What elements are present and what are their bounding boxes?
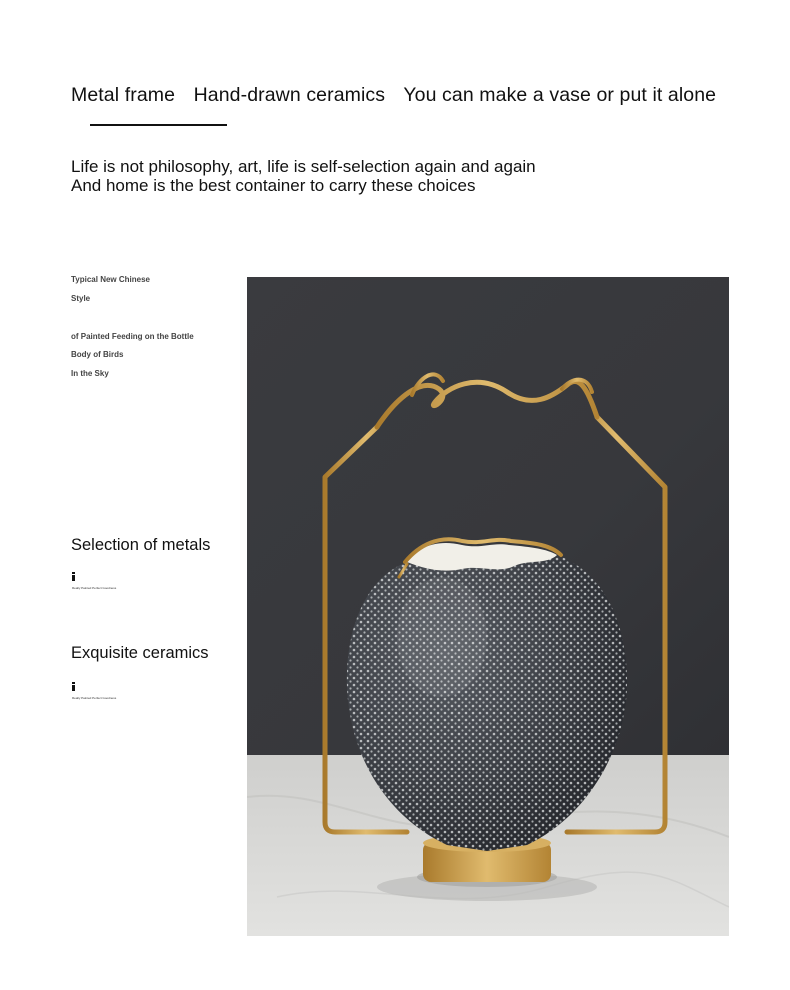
headline-underline bbox=[90, 124, 227, 126]
info-mark-icon bbox=[72, 572, 75, 581]
intro-line-1: Life is not philosophy, art, life is self-selection again and again bbox=[71, 157, 536, 176]
headline-item-metal-frame: Metal frame bbox=[71, 84, 176, 106]
info-mark-icon bbox=[72, 682, 75, 691]
side-line-1: Typical New Chinese bbox=[71, 275, 150, 284]
headline bbox=[71, 84, 729, 107]
side-line-4: Body of Birds bbox=[71, 350, 124, 359]
intro-line-2: And home is the best container to carry these choices bbox=[71, 175, 476, 195]
headline-item-hand-drawn: Hand-drawn ceramics bbox=[193, 84, 386, 106]
headline-item-vase: You can make a vase or put it alone bbox=[403, 84, 717, 106]
feature-note-ceramics: Really Painted Perfect Goodness bbox=[72, 696, 117, 700]
side-line-3: of Painted Feeding on the Bottle bbox=[71, 332, 194, 341]
feature-note-metals: Really Painted Perfect Goodness bbox=[72, 586, 117, 590]
intro-text bbox=[71, 158, 536, 195]
vase-with-gold-frame-illustration bbox=[247, 277, 729, 936]
feature-title-ceramics: Exquisite ceramics bbox=[71, 644, 209, 662]
side-line-5: In the Sky bbox=[71, 369, 109, 378]
side-line-2: Style bbox=[71, 294, 91, 303]
product-photo bbox=[247, 277, 729, 936]
feature-title-metals: Selection of metals bbox=[71, 536, 211, 554]
